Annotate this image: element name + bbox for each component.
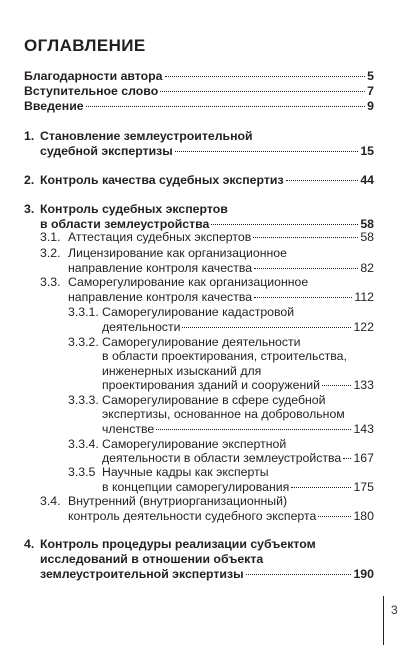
page-number: 3 — [391, 603, 398, 617]
section-title-last-line — [68, 508, 374, 525]
section-page: 58 — [360, 230, 374, 244]
dot-leader — [291, 487, 351, 488]
subsection-title-line: Саморегулирование экспертной — [102, 437, 287, 451]
subsection-number: 3.3.5 — [68, 465, 96, 479]
dot-leader — [86, 106, 366, 107]
dot-leader — [253, 237, 358, 238]
page-number-rule — [383, 596, 384, 645]
dot-leader — [175, 151, 359, 152]
subsection-title-line: в области проектирования, строительства, — [102, 349, 347, 363]
subsection-title-line: экспертизы, основанное на добровольном — [102, 407, 345, 421]
chapter-page: 15 — [360, 144, 374, 158]
page-title: ОГЛАВЛЕНИЕ — [24, 36, 146, 55]
dot-leader — [343, 458, 351, 459]
subsection-title-line: Саморегулирование деятельности — [102, 335, 301, 349]
dot-leader — [246, 574, 352, 575]
chapter-page: 190 — [353, 567, 374, 581]
section-number: 3.4. — [40, 494, 61, 508]
subsection-title-line: инженерных изысканий для — [102, 364, 262, 378]
dot-leader — [322, 385, 351, 386]
chapter-number: 1. — [24, 129, 35, 143]
subsection-title-line: Саморегулирование кадастровой — [102, 305, 295, 319]
chapter-number: 2. — [24, 173, 35, 187]
toc-entry-title: Вступительное слово — [24, 84, 159, 98]
subsection-number: 3.3.2. — [68, 335, 99, 349]
toc-entry-introduction[interactable] — [24, 98, 374, 115]
chapter-title-text: Контроль качества судебных экспертиз — [40, 173, 284, 187]
subsection-title-line: Саморегулирование в сфере судебной — [102, 393, 326, 407]
chapter-title-last-line — [40, 566, 374, 583]
dot-leader — [254, 268, 358, 269]
dot-leader — [156, 429, 351, 430]
subsection-page: 122 — [353, 320, 374, 334]
section-title-line: Внутренний (внутриорганизационный) — [68, 494, 288, 508]
section-title-text: Аттестация судебных экспертов — [68, 230, 252, 244]
dot-leader — [182, 327, 351, 328]
section-number: 3.3. — [40, 275, 61, 289]
chapter-title-text: в области землеустройства — [40, 217, 210, 231]
subsection-page: 133 — [353, 378, 374, 392]
section-title-line: Саморегулирование как организационное — [68, 275, 309, 289]
toc-entry-page: 5 — [367, 69, 374, 83]
toc-entry-page: 7 — [367, 84, 374, 98]
section-page: 82 — [360, 261, 374, 275]
subsection-number: 3.3.4. — [68, 437, 99, 451]
subsection-title-text: проектирования зданий и сооружений — [102, 378, 320, 392]
dot-leader — [318, 516, 351, 517]
dot-leader — [211, 224, 358, 225]
subsection-title-text: деятельности — [102, 320, 181, 334]
chapter-title-text: судебной экспертизы — [40, 144, 173, 158]
chapter-title-line: Контроль судебных экспертов — [40, 202, 228, 216]
section-page: 112 — [354, 290, 374, 304]
section-number: 3.1. — [40, 230, 61, 244]
subsection-page: 175 — [353, 480, 374, 494]
section-title-text: контроль деятельности судебного эксперта — [68, 509, 317, 523]
section-title-text: направление контроля качества — [68, 261, 253, 275]
chapter-number: 4. — [24, 537, 35, 551]
section-page: 180 — [353, 509, 374, 523]
toc-chapter-2[interactable] — [24, 172, 374, 189]
subsection-title-text: в концепции саморегулирования — [102, 480, 290, 494]
chapter-number: 3. — [24, 202, 35, 216]
toc-entry-title: Благодарности автора — [24, 69, 163, 83]
subsection-title-text: деятельности в области землеустройства — [102, 451, 342, 465]
dot-leader — [286, 180, 359, 181]
section-title-line: Лицензирование как организационное — [68, 246, 287, 260]
dot-leader — [254, 297, 352, 298]
dot-leader — [160, 91, 365, 92]
subsection-number: 3.3.1. — [68, 305, 99, 319]
subsection-title-line: Научные кадры как эксперты — [102, 465, 269, 479]
chapter-title-last-line — [40, 143, 374, 160]
chapter-page: 44 — [360, 173, 374, 187]
subsection-title-text: членстве — [102, 422, 155, 436]
dot-leader — [165, 76, 366, 77]
subsection-page: 143 — [353, 422, 374, 436]
subsection-page: 167 — [353, 451, 374, 465]
section-title-text: направление контроля качества — [68, 290, 253, 304]
section-number: 3.2. — [40, 246, 61, 260]
chapter-title-line: Контроль процедуры реализации субъектом — [40, 537, 316, 551]
toc-entry-page: 9 — [367, 99, 374, 113]
section-title-last-line — [68, 229, 374, 246]
chapter-title-line: Становление землеустроительной — [40, 129, 253, 143]
toc-entry-title: Введение — [24, 99, 84, 113]
chapter-title-line: исследований в отношении объекта — [40, 552, 264, 566]
chapter-page: 58 — [360, 217, 374, 231]
chapter-title-text: землеустроительной экспертизы — [40, 567, 244, 581]
subsection-number: 3.3.3. — [68, 393, 99, 407]
